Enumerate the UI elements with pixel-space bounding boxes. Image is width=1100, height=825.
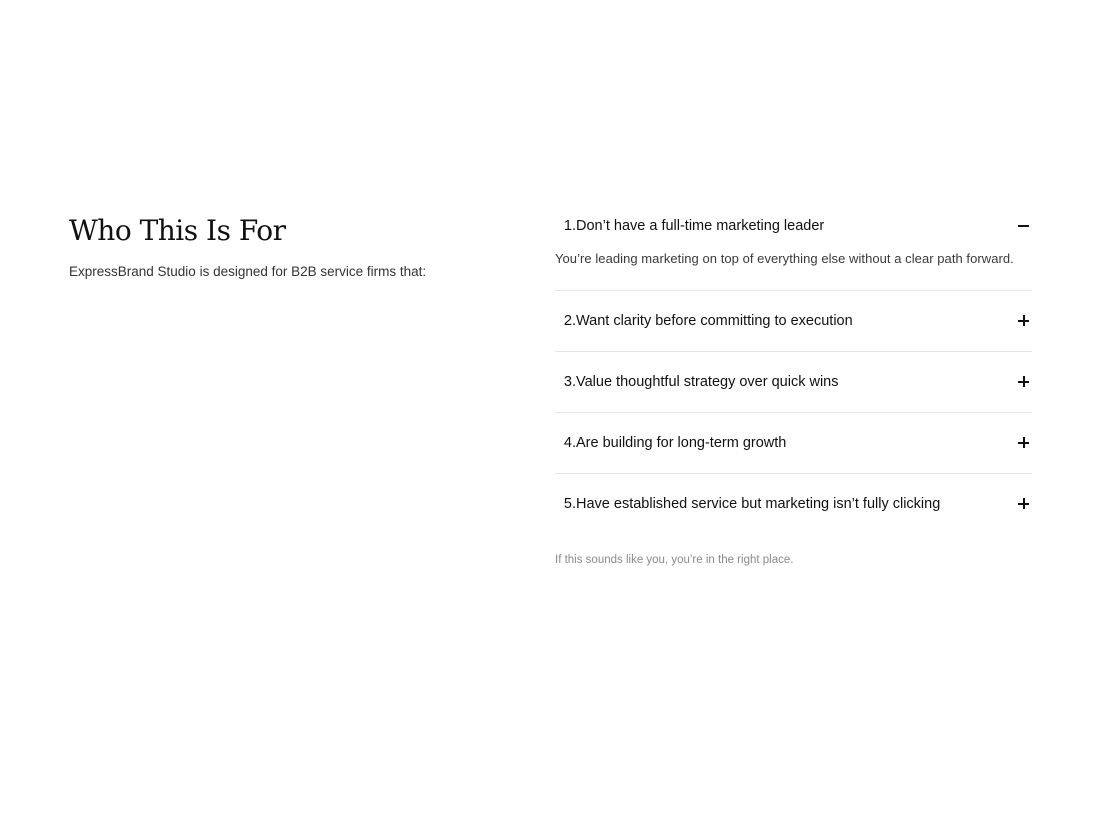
faq-number: 5. (563, 496, 576, 512)
faq-item-3 (555, 352, 1032, 413)
faq-accordion (555, 206, 1032, 566)
faq-question: Want clarity before committing to execution (576, 313, 853, 329)
faq-question: Value thoughtful strategy over quick wins (576, 374, 839, 390)
intro-column (69, 212, 489, 281)
faq-number: 4. (563, 435, 576, 451)
section-intro: ExpressBrand Studio is designed for B2B service firms that: (69, 264, 427, 279)
faq-item-5 (555, 474, 1032, 534)
faq-question: Don’t have a full-time marketing leader (576, 218, 825, 234)
section-title: Who This Is For (69, 214, 286, 247)
faq-answer: You’re leading marketing on top of everything else without a clear path forward. (555, 251, 1014, 266)
faq-question-button-5[interactable] (555, 474, 1032, 534)
faq-question: Are building for long-term growth (576, 435, 787, 451)
faq-question-button-1[interactable] (555, 206, 1032, 246)
faq-item-4 (555, 413, 1032, 474)
faq-number: 2. (563, 313, 576, 329)
faq-question-button-3[interactable] (555, 352, 1032, 412)
plus-icon[interactable] (1017, 436, 1031, 450)
faq-question-button-2[interactable] (555, 291, 1032, 351)
faq-item-2 (555, 291, 1032, 352)
plus-icon[interactable] (1017, 314, 1031, 328)
faq-footnote: If this sounds like you, you’re in the right place. (555, 554, 794, 566)
faq-item-1 (555, 206, 1032, 291)
plus-icon[interactable] (1017, 497, 1031, 511)
faq-question-button-4[interactable] (555, 413, 1032, 473)
faq-number: 3. (563, 374, 576, 390)
faq-question: Have established service but marketing isn’t fully clicking (576, 496, 941, 512)
plus-icon[interactable] (1017, 375, 1031, 389)
faq-number: 1. (563, 218, 576, 234)
minus-icon[interactable] (1017, 219, 1031, 233)
